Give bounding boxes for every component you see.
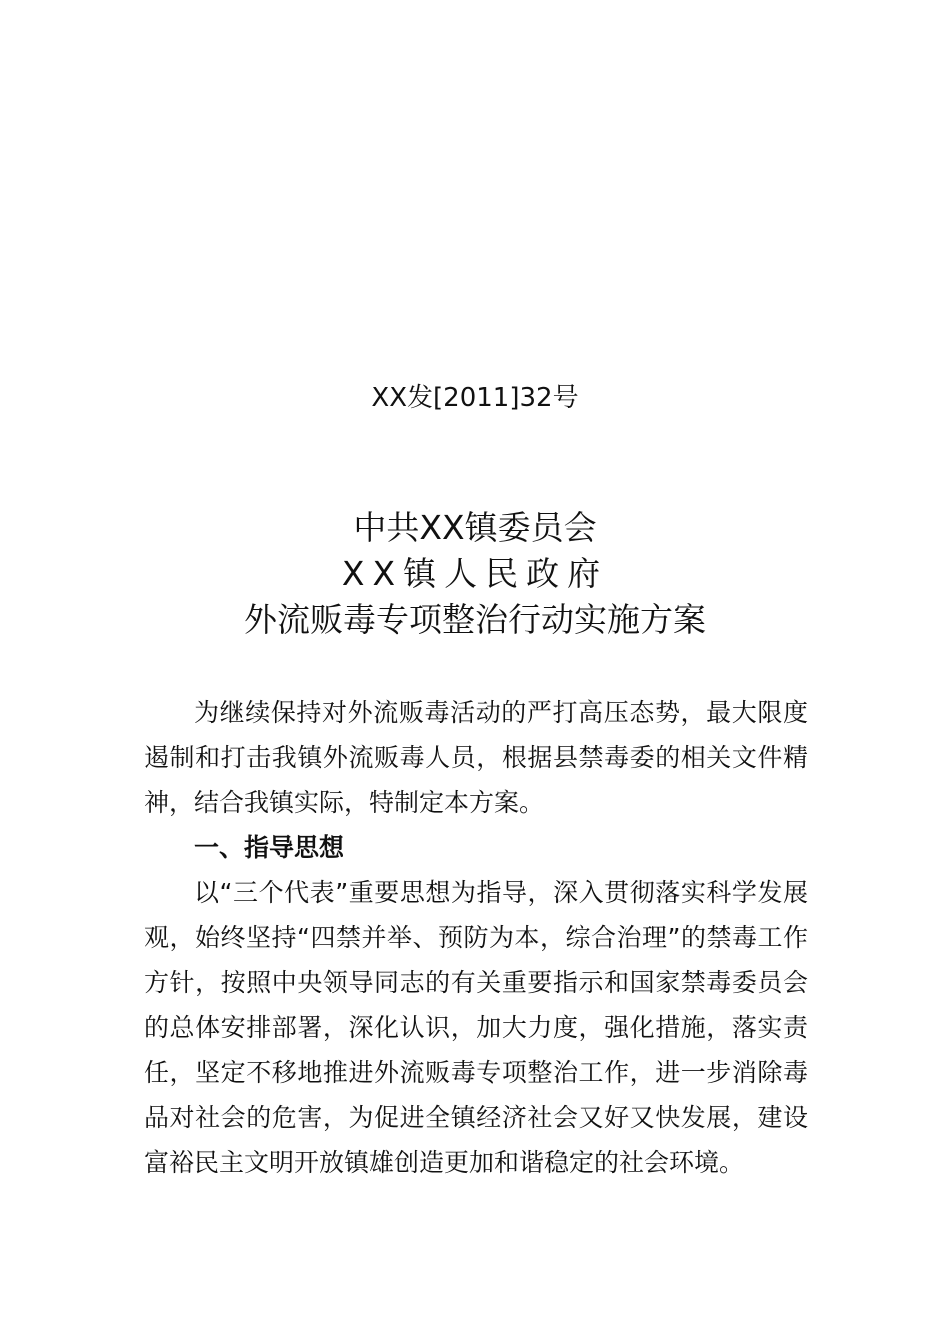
intro-paragraph: 为继续保持对外流贩毒活动的严打高压态势，最大限度遏制和打击我镇外流贩毒人员，根据县禁毒委的相关文件精神，结合我镇实际，特制定本方案。: [144, 698, 808, 817]
guiding-ideology-paragraph: 以“三个代表”重要思想为指导，深入贯彻落实科学发展观，始终坚持“四禁并举、预防为本，综合治理”的禁毒工作方针，按照中央领导同志的有关重要指示和国家禁毒委员会的总体安排部署，深化认识，加大力度，强化措施，落实责任，坚定不移地推进外流贩毒专项整治工作，进一步消除毒品对社会的危害，为促进全镇经济社会又好又快发展，建设富裕民主文明开放镇雄创造更加和谐稳定的社会环境。: [144, 878, 808, 1177]
document-number: XX发[2011]32号: [371, 383, 579, 413]
title-line-party-committee: 中共XX镇委员会: [353, 508, 597, 547]
document-body: [144, 690, 808, 1185]
title-line-plan-name: 外流贩毒专项整治行动实施方案: [244, 600, 706, 639]
section-heading-guiding-ideology: 一、指导思想: [194, 833, 345, 862]
title-line-government: XX镇人民政府: [341, 554, 609, 593]
document-title: [0, 505, 950, 643]
